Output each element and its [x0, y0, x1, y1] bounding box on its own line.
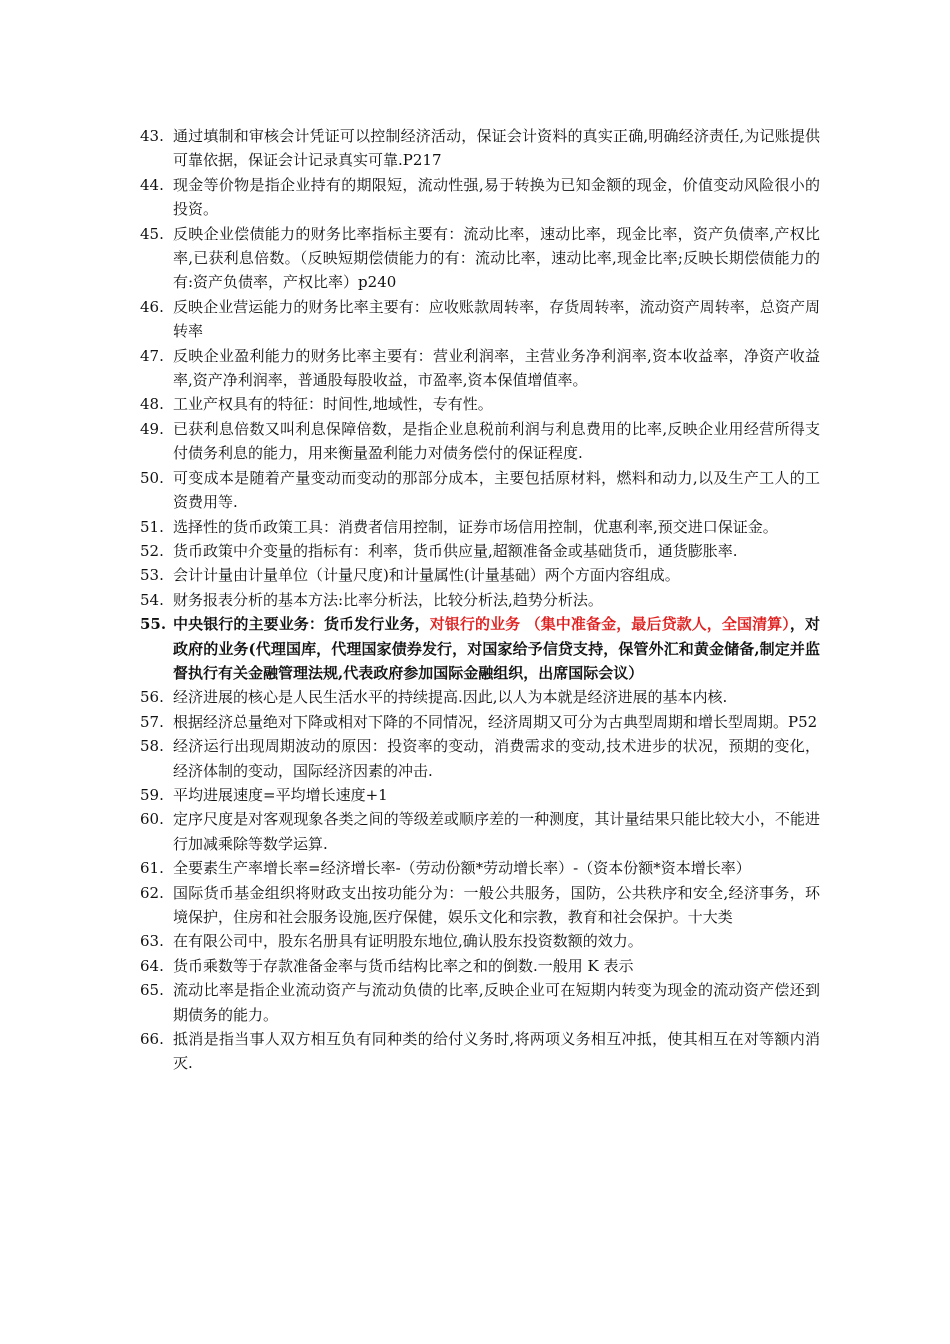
item-number: 57. [140, 712, 164, 731]
item-number: 43. [140, 127, 164, 145]
list-item-45 [140, 222, 820, 295]
item-number: 54. [140, 590, 164, 609]
list-item-63 [140, 929, 820, 953]
list-item-51 [140, 515, 820, 539]
list-item-49 [140, 417, 820, 466]
item-text: 反映企业营运能力的财务比率主要有：应收账款周转率，存货周转率，流动资产周转率，总资产周转率 [173, 297, 820, 341]
item-number: 66. [140, 1030, 164, 1049]
item-text: 流动比率是指企业流动资产与流动负债的比率,反映企业可在短期内转变为现金的流动资产偿还到期债务的能力。 [173, 981, 820, 1024]
item-number: 52. [140, 541, 164, 560]
list-item-52 [140, 539, 820, 563]
item-text: 国际货币基金组织将财政支出按功能分为：一般公共服务，国防，公共秩序和安全,经济事务，环境保护，住房和社会服务设施,医疗保健，娱乐文化和宗教，教育和社会保护。十大类 [173, 883, 820, 926]
list-item-54 [140, 588, 820, 612]
list-item-46 [140, 295, 820, 344]
item-text: 定序尺度是对客观现象各类之间的等级差或顺序差的一种测度，其计量结果只能比较大小，不能进行加减乘除等数学运算. [173, 810, 820, 853]
list-item-48 [140, 392, 820, 416]
item-number: 49. [140, 419, 164, 438]
list-item-53 [140, 563, 820, 587]
item-number: 48. [140, 395, 164, 414]
item-number: 53. [140, 566, 164, 585]
item-text: 通过填制和审核会计凭证可以控制经济活动，保证会计资料的真实正确,明确经济责任,为记账提供可靠依据，保证会计记录真实可靠.P217 [173, 127, 820, 170]
item-number: 45. [140, 224, 164, 243]
list-item-58 [140, 734, 820, 783]
list-item-61 [140, 856, 820, 880]
list-item-59 [140, 783, 820, 807]
item-number: 47. [140, 346, 164, 365]
item-number: 50. [140, 468, 164, 487]
item-text: 反映企业盈利能力的财务比率主要有：营业利润率，主营业务净利润率,资本收益率，净资产收益率,资产净利润率，普通股每股收益，市盈率,资本保值增值率。 [173, 346, 820, 390]
numbered-list [140, 124, 820, 1076]
item-text: 货币政策中介变量的指标有：利率，货币供应量,超额准备金或基础货币，通货膨胀率. [173, 541, 738, 560]
item-text: 现金等价物是指企业持有的期限短，流动性强,易于转换为已知金额的现金，价值变动风险很小的投资。 [173, 175, 820, 219]
item-number: 58. [140, 737, 164, 756]
item-number: 46. [140, 297, 164, 316]
item-text: 反映企业偿债能力的财务比率指标主要有：流动比率，速动比率，现金比率，资产负债率,产权比率,已获利息倍数。（反映短期偿债能力的有：流动比率，速动比率,现金比率;反映长期偿债能力的有:资产负债率，产权比率）p240 [173, 224, 820, 292]
item-text: 经济进展的核心是人民生活水平的持续提高.因此,以人为本就是经济进展的基本内核. [173, 688, 728, 707]
list-item-65 [140, 978, 820, 1027]
list-item-56 [140, 685, 820, 709]
item-text: 可变成本是随着产量变动而变动的那部分成本，主要包括原材料，燃料和动力,以及生产工人的工资费用等. [173, 468, 820, 512]
item-number: 55. [140, 615, 167, 634]
item-number: 65. [140, 981, 164, 1000]
item-text: 会计计量由计量单位（计量尺度)和计量属性(计量基础）两个方面内容组成。 [173, 566, 680, 585]
item-text: 已获利息倍数又叫利息保障倍数，是指企业息税前利润与利息费用的比率,反映企业用经营所得支付债务利息的能力，用来衡量盈利能力对债务偿付的保证程度. [173, 419, 820, 463]
item-text: 在有限公司中，股东名册具有证明股东地位,确认股东投资数额的效力。 [173, 932, 643, 951]
list-item-47 [140, 344, 820, 393]
item-text: 选择性的货币政策工具：消费者信用控制，证券市场信用控制，优惠利率,预交进口保证金。 [173, 517, 778, 536]
list-item-44 [140, 173, 820, 222]
item-number: 56. [140, 688, 164, 707]
item-number: 44. [140, 175, 164, 194]
item-number: 59. [140, 785, 164, 804]
list-item-57 [140, 710, 820, 734]
item-number: 61. [140, 859, 164, 878]
item-text: 货币乘数等于存款准备金率与货币结构比率之和的倒数.一般用 K 表示 [173, 956, 634, 975]
list-item-60 [140, 807, 820, 856]
item-number: 64. [140, 956, 164, 975]
item-number: 62. [140, 883, 164, 902]
list-item-64 [140, 954, 820, 978]
list-item-50 [140, 466, 820, 515]
red-highlighted-text: 对银行的业务 （集中准备金，最后贷款人，全国清算） [429, 615, 790, 634]
highlighted-text: ，对政府的业务(代理国库，代理国家债券发行，对国家给予信贷支持，保管外汇和黄金储备,制定并监督执行有关金融管理法规,代表政府参加国际金融组织，出席国际会议） [173, 615, 820, 682]
item-number: 63. [140, 932, 164, 951]
list-item-66 [140, 1027, 820, 1076]
list-item-55 [140, 612, 820, 685]
list-item-62 [140, 881, 820, 930]
item-text: 平均进展速度=平均增长速度+1 [173, 785, 388, 804]
item-text: 全要素生产率增长率=经济增长率-（劳动份额*劳动增长率）-（资本份额*资本增长率） [173, 859, 751, 878]
item-text: 抵消是指当事人双方相互负有同种类的给付义务时,将两项义务相互冲抵，使其相互在对等额内消灭. [173, 1030, 820, 1073]
item-text: 财务报表分析的基本方法:比率分析法，比较分析法,趋势分析法。 [173, 590, 603, 609]
list-item-43 [140, 124, 820, 173]
item-number: 51. [140, 517, 164, 536]
item-text: 工业产权具有的特征：时间性,地域性，专有性。 [173, 395, 493, 414]
item-text: 根据经济总量绝对下降或相对下降的不同情况，经济周期又可分为古典型周期和增长型周期。P52 [173, 712, 818, 731]
item-text [173, 612, 820, 685]
item-text: 经济运行出现周期波动的原因：投资率的变动，消费需求的变动,技术进步的状况，预期的变化，经济体制的变动，国际经济因素的冲击. [173, 737, 820, 780]
highlighted-text: 中央银行的主要业务：货币发行业务， [173, 615, 430, 634]
item-number: 60. [140, 810, 164, 829]
